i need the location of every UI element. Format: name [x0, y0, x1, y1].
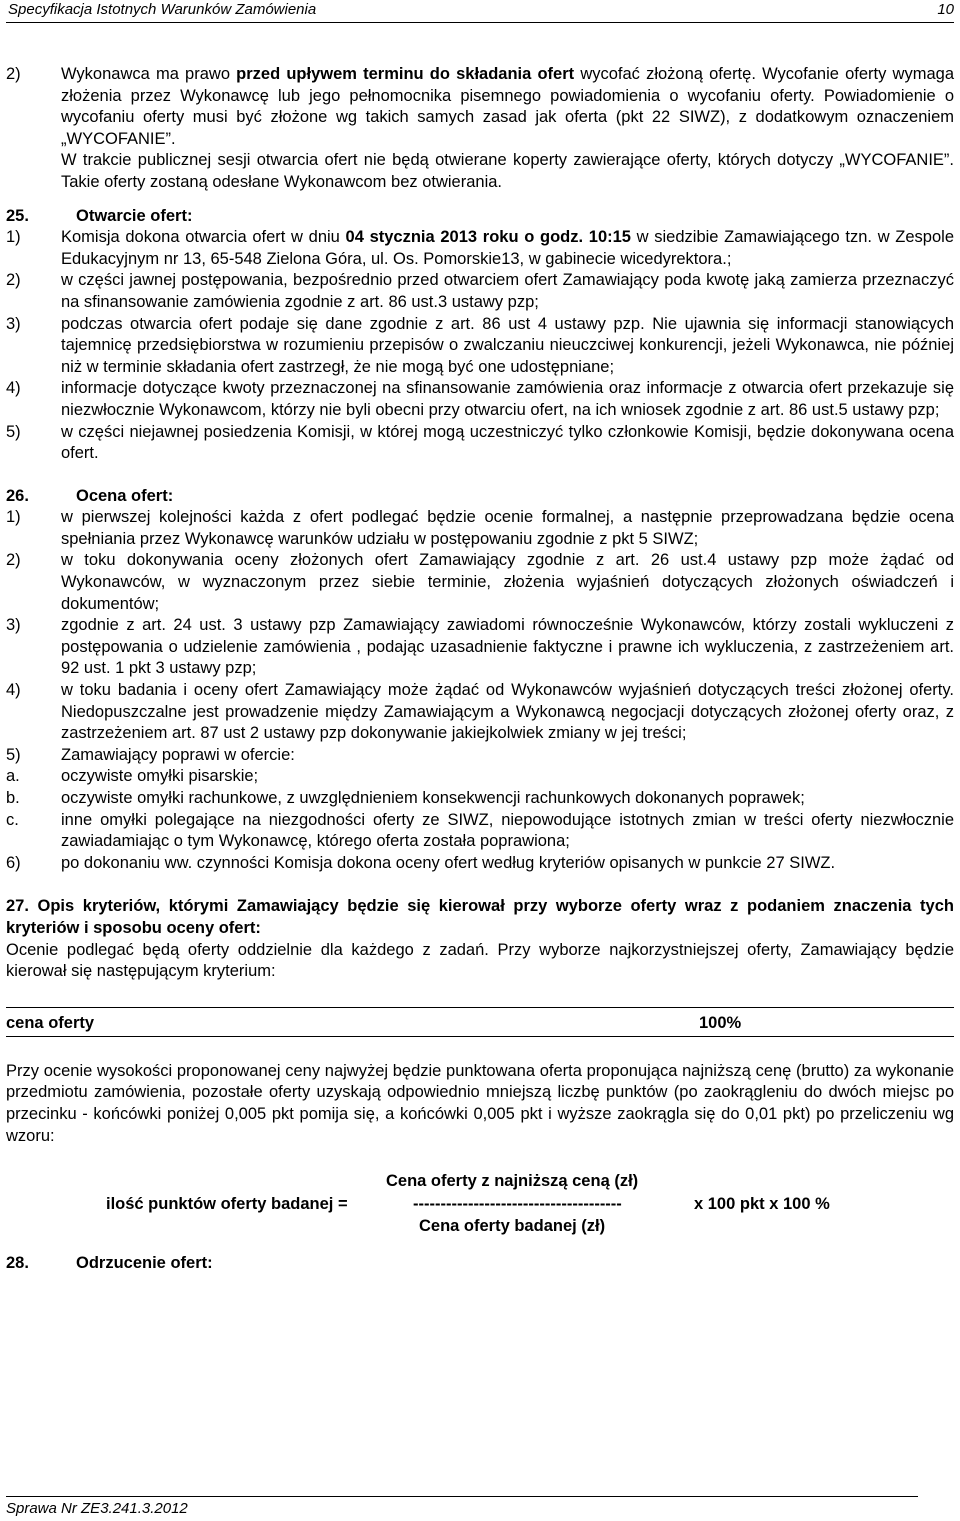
formula-fraction-line: --------------------------------------: [413, 1195, 622, 1214]
item-number: 3): [6, 314, 21, 333]
item-text: oczywiste omyłki pisarskie;: [61, 767, 259, 786]
section-heading: [6, 206, 954, 228]
scoring-formula: [6, 1171, 954, 1239]
item-text: w toku dokonywania oceny złożonych ofert Zamawiający zgodnie z art. 26 ust.4 ustawy pzp może żądać od Wykonawców, w wyznaczonym przez siebie terminie, złożenia wyjaśnień dotyczących złożonych oświadczeń i dokumentów;: [61, 551, 954, 613]
section-heading: [6, 1253, 954, 1275]
item-number: 1): [6, 508, 21, 527]
list-item: [6, 680, 954, 745]
page-header: [6, 0, 954, 23]
list-item: [6, 270, 954, 313]
section-intro: Ocenie podlegać będą oferty oddzielnie dla każdego z zadań. Przy wyborze najkorzystniejszej oferty, Zamawiający będzie kierował się następującym kryterium:: [6, 940, 954, 981]
list-item: [6, 853, 954, 875]
list-item: [6, 507, 954, 550]
list-item: [6, 788, 954, 810]
formula-numerator: Cena oferty z najniższą ceną (zł): [386, 1172, 639, 1191]
section-number: 26.: [6, 486, 29, 505]
item-text: Zamawiający poprawi w ofercie:: [61, 745, 295, 764]
list-item: [6, 745, 954, 767]
item-text: w toku badania i oceny ofert Zamawiający może żądać od Wykonawców wyjaśnień dotyczących treści złożonej oferty. Niedopuszczalne jest prowadzenie między Zamawiającym a Wykonawcą negocjacji dotyczących złożonej oferty oraz, z zastrzeżeniem art. 87 ust 2 ustawy pzp dokonywanie jakiejkolwiek zmiany w jej treści;: [61, 681, 954, 743]
list-item: [6, 64, 954, 194]
case-number: Sprawa Nr ZE3.241.3.2012: [6, 1500, 188, 1517]
section-title: Otwarcie ofert:: [76, 206, 193, 225]
item-number: 2): [6, 65, 21, 83]
item-number: 4): [6, 681, 21, 700]
table-top-rule: [6, 1007, 954, 1008]
list-item: [6, 766, 954, 788]
section-heading: [6, 486, 954, 508]
list-item: [6, 550, 954, 615]
item-text: W trakcie publicznej sesji otwarcia ofert nie będą otwierane koperty zawierające oferty, których dotyczy „WYCOFANIE”. Takie oferty zostaną odesłane Wykonawcom bez otwierania.: [61, 151, 954, 191]
item-number: 4): [6, 379, 21, 398]
item-text: po dokonaniu ww. czynności Komisja dokona oceny ofert według kryteriów opisanych w punkcie 27 SIWZ.: [61, 853, 836, 872]
item-number: 5): [6, 422, 21, 441]
item-text: Komisja dokona otwarcia ofert w dniu 04 stycznia 2013 roku o godz. 10:15 w siedzibie Zamawiającego tzn. w Zespole Edukacyjnym nr 13, 65-548 Zielona Góra, ul. Os. Pomorskie13, w gabinecie wicedyrektora.;: [61, 228, 954, 268]
item-number: c.: [6, 810, 19, 829]
item-text: w części niejawnej posiedzenia Komisji, w której mogą uczestniczyć tylko członkowie Komisji, będzie dokonywana ocena ofert.: [61, 422, 954, 463]
list-item: [6, 314, 954, 379]
item-text: zgodnie z art. 24 ust. 3 ustawy pzp Zamawiający zawiadomi równocześnie Wykonawców, którzy zostali wykluczeni z postępowania o udzielenie zamówienia , podając uzasadnienie faktyczne i prawne ich wykluczenia, z zastrzeżeniem art. 92 ust. 1 pkt 3 ustawy pzp;: [61, 616, 954, 678]
section-number: 28.: [6, 1254, 29, 1273]
item-text: oczywiste omyłki rachunkowe, z uwzględnieniem konsekwencji rachunkowych dokonanych poprawek;: [61, 789, 805, 807]
item-text: w pierwszej kolejności każda z ofert podlegać będzie ocenie formalnej, a następnie przeprowadzana będzie ocena spełniania przez Wykonawcę warunków udziału w postępowaniu zgodnie z pkt 5 SIWZ;: [61, 508, 954, 548]
criterion-weight: 100%: [699, 1013, 742, 1032]
formula-lhs: ilość punktów oferty badanej =: [106, 1195, 348, 1214]
item-number: a.: [6, 767, 20, 786]
item-number: 1): [6, 228, 21, 247]
list-item: [6, 810, 954, 853]
document-title: Specyfikacja Istotnych Warunków Zamówienia: [8, 1, 317, 18]
item-number: 5): [6, 745, 21, 764]
page-footer: [6, 1496, 918, 1517]
section-title: Odrzucenie ofert:: [76, 1254, 213, 1273]
item-text: informacje dotyczące kwoty przeznaczonej na sfinansowanie zamówienia oraz informacje z otwarcia ofert przekazuje się niezwłocznie Wykonawcom, którzy nie byli obecni przy otwarciu ofert, na ich wniosek zgodnie z art. 86 ust.5 ustawy pzp;: [61, 379, 954, 419]
list-item: [6, 615, 954, 680]
criterion-label: cena oferty: [6, 1013, 95, 1032]
item-number: 3): [6, 616, 21, 635]
section-heading: 27. Opis kryteriów, którymi Zamawiający będzie się kierował przy wyborze oferty wraz z podaniem znaczenia tych kryteriów i sposobu oceny ofert:: [6, 897, 954, 937]
section-title: Ocena ofert:: [76, 486, 174, 505]
item-text: w części jawnej postępowania, bezpośrednio przed otwarciem ofert Zamawiający poda kwotę jaką zamierza przeznaczyć na sfinansowanie zamówienia zgodnie z art. 86 ust.3 ustawy pzp;: [61, 271, 954, 311]
item-text: inne omyłki polegające na niezgodności oferty ze SIWZ, niepowodujące istotnych zmian w treści oferty niezwłocznie zawiadamiając o tym Wykonawcę, którego oferta została poprawiona;: [61, 810, 954, 851]
formula-denominator: Cena oferty badanej (zł): [419, 1217, 606, 1236]
item-text: Wykonawca ma prawo przed upływem terminu do składania ofert wycofać złożoną ofertę. Wycofanie oferty wymaga złożenia przez Wykonawcę lub jego pełnomocnika pisemnego powiadomienia o wycofaniu oferty. Powiadomienie o wycofaniu oferty musi być złożone wg takich samych zasad jak oferta (pkt 22 SIWZ), z dodatkowym oznaczeniem „WYCOFANIE”.: [61, 65, 954, 148]
criterion-description: Przy ocenie wysokości proponowanej ceny najwyżej będzie punktowana oferta proponująca najniższą cenę (brutto) za wykonanie przedmiotu zamówienia, pozostałe oferty uzyskają odpowiednio mniejszą liczbę punktów (po zaokrągleniu do dwóch miejsc po przecinku - końcówki poniżej 0,005 pkt pomija się, a końcówki 0,005 pkt i wyższe zaokrągla się do 0,01 pkt) po przeliczeniu wg wzoru:: [6, 1061, 954, 1145]
criterion-row: [6, 1012, 954, 1037]
formula-multiplier: x 100 pkt x 100 %: [694, 1195, 830, 1214]
list-item: [6, 422, 954, 465]
item-number: 6): [6, 853, 21, 872]
item-text: podczas otwarcia ofert podaje się dane zgodnie z art. 86 ust 4 ustawy pzp. Nie ujawnia się informacji stanowiących tajemnicę przedsiębiorstwa w rozumieniu przepisów o zwalczaniu nieuczciwej konkurencji, jeżeli Wykonawca, nie później niż w terminie składania ofert zastrzegł, że nie mogą być one udostępniane;: [61, 314, 954, 376]
item-number: 2): [6, 271, 21, 290]
page-number: 10: [937, 1, 954, 18]
section-number: 25.: [6, 206, 29, 225]
list-item: [6, 227, 954, 270]
item-number: b.: [6, 789, 20, 807]
list-item: [6, 378, 954, 421]
item-number: 2): [6, 551, 21, 570]
document-body: [6, 64, 954, 1275]
